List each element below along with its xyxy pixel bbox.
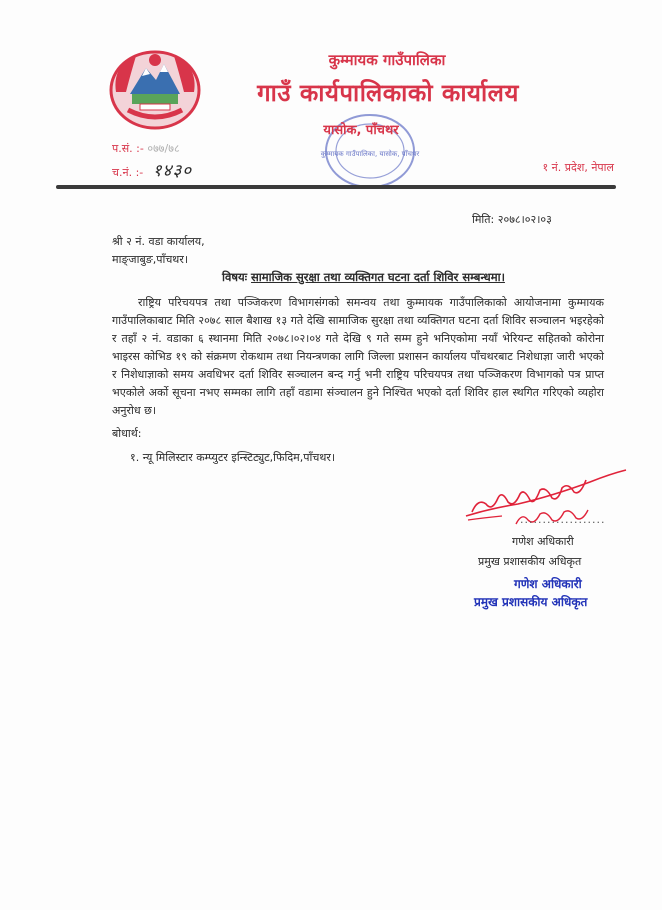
province-label: १ नं. प्रदेश, नेपाल [542,161,614,174]
office-seal-text: कुम्मायक गाउँपालिका, यासोक, पाँचथर [320,150,420,158]
subject-line [222,272,505,284]
recipient-line-2: माङ्जाबुङ,पाँचथर। [112,253,189,266]
dispatch-label: च.नं. :- [112,166,144,179]
office-name: गाउँ कार्यपालिकाको कार्यालय [257,79,519,107]
signatory-title: प्रमुख प्रशासकीय अधिकृत [478,555,582,568]
cc-label: बोधार्थ: [112,427,142,440]
subject-text: सामाजिक सुरक्षा तथा व्यक्तिगत घटना दर्ता शिविर सम्बन्धमा। [251,270,505,284]
letter-date: मिति: २०७८।०२।०३ [472,213,552,226]
signatory-name: गणेश अधिकारी [512,535,574,548]
cc-item: १. न्यू मिलिस्टार कम्प्युटर इन्स्टिट्युट,फिदिम,पाँचथर। [130,451,336,464]
municipality-name: कुम्मायक गाउँपालिका [328,51,446,69]
stamp-title: प्रमुख प्रशासकीय अधिकृत [474,595,588,609]
recipient-line-1: श्री २ नं. वडा कार्यालय, [112,235,205,248]
office-location: यासोक, पाँचथर [323,123,399,138]
nepal-emblem-icon [106,46,204,132]
reference-value: ०७७/७८ [147,142,180,155]
signature-line: ................... [520,513,606,526]
letterhead-divider [56,185,616,189]
letter-body: राष्ट्रिय परिचयपत्र तथा पञ्जिकरण विभागसंगको समन्वय तथा कुम्मायक गाउँपालिकाको आयोजनामा कुम्मायक गाउँपालिकाबाट मिति २०७८ साल बैशाख १३ गते देखि सामाजिक सुरक्षा तथा व्यक्तिगत घटना दर्ता शिविर सञ्चालन भइरहेको र तहाँ २ नं. वडाका ६ स्थानमा मिति २०७८।०२।०४ गते देखि ९ गते सम्म हुने भनिएकोमा नयाँ भेरियन्ट सहितको कोरोना भाइरस कोभिड १९ को संक्रमण रोकथाम तथा नियन्त्रणका लागि जिल्ला प्रशासन कार्यालय पाँचथरबाट निशेधाज्ञा जारी भएको र निशेधाज्ञाको समय अवधिभर दर्ता शिविर सञ्चालन बन्द गर्नु भनी राष्ट्रिय परिचयपत्र तथा पञ्जिकरण विभागको पत्र प्राप्त भएकोले अर्को सूचना नभए सम्मका लागि तहाँ वडामा संञ्चालन हुने निश्चित भएको दर्ता शिविर हाल स्थगित गरिएको व्यहोरा अनुरोध छ। [112,296,604,417]
reference-label: प.सं. :- [112,142,144,155]
stamp-name: गणेश अधिकारी [514,577,582,591]
reference-number [112,141,180,156]
dispatch-value: १४३० [152,161,193,181]
subject-label: विषयः [222,270,248,284]
dispatch-number [112,158,192,181]
